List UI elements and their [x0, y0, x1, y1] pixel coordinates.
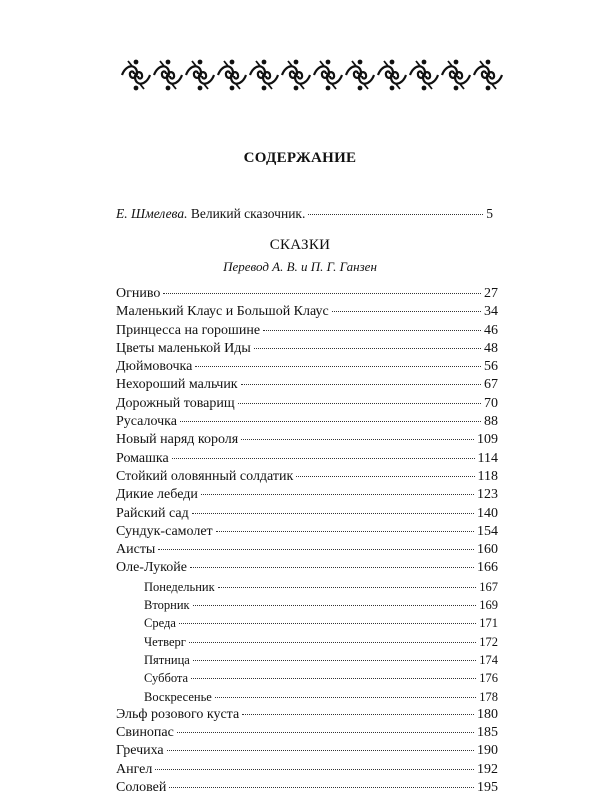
- toc-subentry: [116, 669, 498, 687]
- entry-page: 169: [479, 598, 498, 613]
- entry-page: 172: [479, 634, 498, 649]
- entry-title: Принцесса на горошине: [116, 322, 261, 338]
- toc-subentry: [116, 688, 498, 706]
- toc-entry: [116, 742, 498, 760]
- toc-entry: [116, 761, 498, 779]
- toc-entry: [116, 303, 498, 321]
- toc-subentry: [116, 633, 498, 651]
- entry-title: Райский сад: [116, 505, 189, 521]
- entry-page: 123: [477, 487, 498, 503]
- entry-title: Дикие лебеди: [116, 487, 198, 503]
- leader-dots: [242, 714, 474, 715]
- entry-page: 88: [484, 414, 498, 430]
- entry-title: Четверг: [144, 634, 186, 649]
- entry-title: Ангел: [116, 761, 153, 777]
- leader-dots: [238, 403, 481, 404]
- entry-title: Нехороший мальчик: [116, 377, 238, 393]
- leader-dots: [195, 366, 481, 367]
- entry-title: Суббота: [144, 671, 189, 686]
- toc-entry: [116, 523, 498, 541]
- entry-page: 46: [484, 322, 498, 338]
- entry-page: 178: [479, 689, 498, 704]
- leader-dots: [158, 549, 474, 550]
- entry-page: 27: [484, 286, 498, 301]
- leader-dots: [190, 567, 474, 568]
- entry-title: Эльф розового куста: [116, 706, 240, 722]
- toc-entry: [116, 358, 498, 376]
- leader-dots: [308, 214, 483, 215]
- entry-title: Среда: [144, 616, 176, 631]
- entry-title: Пятница: [144, 652, 190, 667]
- entry-title: Гречиха: [116, 743, 164, 759]
- toc-entry: [116, 706, 498, 724]
- leader-dots: [172, 458, 475, 459]
- entry-page: 166: [477, 560, 498, 576]
- leader-dots: [163, 293, 481, 294]
- leader-dots: [218, 587, 477, 588]
- entry-title: Свинопас: [116, 725, 174, 741]
- entry-page: 109: [477, 432, 498, 448]
- intro-title: Великий сказочник.: [190, 206, 306, 221]
- leader-dots: [189, 642, 476, 643]
- leader-dots: [201, 494, 474, 495]
- leader-dots: [193, 605, 477, 606]
- intro-page: 5: [486, 206, 493, 221]
- entry-title: Цветы маленькой Иды: [116, 340, 251, 356]
- toc-entry: [116, 413, 498, 431]
- entry-page: 185: [477, 725, 498, 741]
- toc-entry: [116, 285, 498, 303]
- intro-author: Е. Шмелева.: [116, 206, 188, 221]
- entry-title: Русалочка: [116, 414, 177, 430]
- toc-entry: [116, 779, 498, 797]
- entry-page: 154: [477, 523, 498, 539]
- entry-title: Аисты: [116, 542, 156, 558]
- leader-dots: [241, 384, 481, 385]
- section-title: СКАЗКИ: [269, 237, 331, 253]
- leader-dots: [155, 769, 474, 770]
- entry-page: 171: [479, 616, 498, 631]
- entry-page: 190: [477, 743, 498, 759]
- entry-page: 195: [477, 780, 498, 796]
- entry-page: 48: [484, 340, 498, 356]
- entry-title: Вторник: [144, 598, 190, 613]
- entry-title: Понедельник: [144, 579, 215, 594]
- intro-entry: [116, 206, 493, 222]
- entry-page: 67: [484, 377, 498, 393]
- toc-entry: [116, 505, 498, 523]
- leader-dots: [216, 531, 474, 532]
- leader-dots: [180, 421, 481, 422]
- entry-title: Воскресенье: [144, 689, 212, 704]
- toc-entry: [116, 376, 498, 394]
- toc-subentry: [116, 596, 498, 614]
- entry-title: Новый наряд короля: [116, 432, 239, 448]
- toc-entry: [116, 486, 498, 504]
- entry-title: Огниво: [116, 286, 161, 301]
- entry-page: 118: [477, 468, 498, 484]
- leader-dots: [254, 348, 481, 349]
- entry-page: 176: [479, 671, 498, 686]
- leader-dots: [241, 439, 474, 440]
- entry-page: 174: [479, 652, 498, 667]
- entry-title: Сундук-самолет: [116, 523, 213, 539]
- leader-dots: [215, 697, 476, 698]
- toc-entry: [116, 724, 498, 742]
- floral-ornament-icon: [120, 58, 504, 92]
- leader-dots: [167, 750, 474, 751]
- entry-title: Дорожный товарищ: [116, 395, 235, 411]
- entry-title: Оле-Лукойе: [116, 560, 187, 576]
- toc-entry: [116, 395, 498, 413]
- leader-dots: [263, 330, 481, 331]
- leader-dots: [193, 660, 476, 661]
- entry-page: 160: [477, 542, 498, 558]
- leader-dots: [191, 678, 476, 679]
- entry-page: 180: [477, 706, 498, 722]
- leader-dots: [296, 476, 474, 477]
- toc-entry: [116, 431, 498, 449]
- entry-page: 114: [477, 450, 498, 466]
- toc-subentry: [116, 651, 498, 669]
- entry-title: Ромашка: [116, 450, 169, 466]
- entry-page: 140: [477, 505, 498, 521]
- toc-entry: [116, 450, 498, 468]
- toc-entry: [116, 541, 498, 559]
- entry-title: Стойкий оловянный солдатик: [116, 468, 294, 484]
- toc-entry: [116, 468, 498, 486]
- toc-subentry: [116, 614, 498, 632]
- entry-page: 192: [477, 761, 498, 777]
- leader-dots: [169, 787, 474, 788]
- leader-dots: [177, 732, 474, 733]
- entry-page: 167: [479, 579, 498, 594]
- toc-entry: [116, 322, 498, 340]
- toc-entry: [116, 340, 498, 358]
- entry-title: Соловей: [116, 780, 167, 796]
- section-subtitle: Перевод А. В. и П. Г. Ганзен: [223, 259, 377, 274]
- toc-entry: [116, 559, 498, 577]
- entry-title: Маленький Клаус и Большой Клаус: [116, 304, 329, 320]
- toc-subentry: [116, 578, 498, 596]
- entry-page: 70: [484, 395, 498, 411]
- entry-page: 56: [484, 359, 498, 375]
- toc-list: [116, 285, 498, 797]
- leader-dots: [192, 513, 474, 514]
- leader-dots: [332, 311, 481, 312]
- entry-page: 34: [484, 304, 498, 320]
- leader-dots: [179, 623, 476, 624]
- contents-title: СОДЕРЖАНИЕ: [243, 150, 357, 166]
- entry-title: Дюймовочка: [116, 359, 193, 375]
